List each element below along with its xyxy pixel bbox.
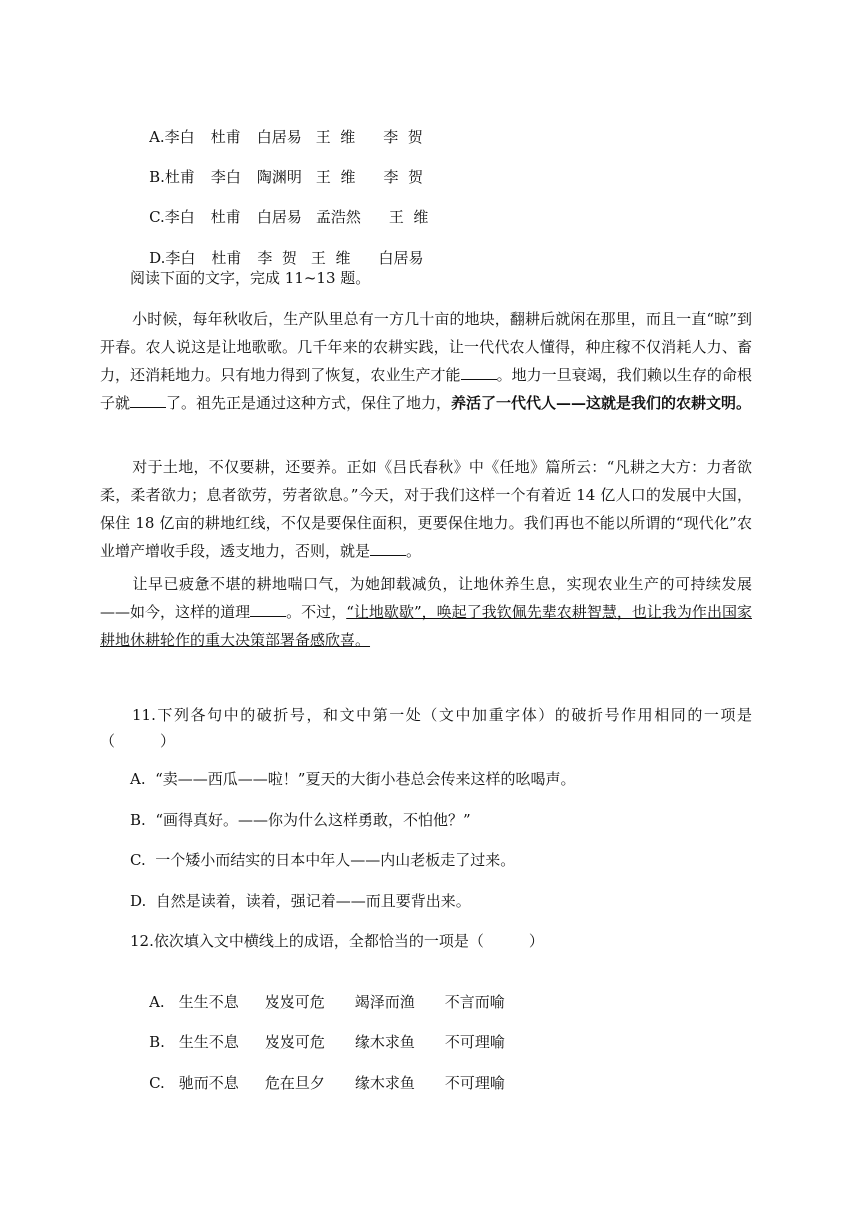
option-label: B.: [149, 1033, 165, 1051]
option-item: 不可理喻: [444, 1074, 505, 1092]
passage-paragraph-3: [100, 570, 752, 654]
option-item: 缘木求鱼: [354, 1033, 415, 1051]
underlined-passage-text: “让地歇歇”，唤起了我钦佩先辈农耕智慧，也让我为作出国家耕地休耕轮作的重大决策部署备感欣喜。: [100, 603, 752, 649]
bold-passage-text: 养活了一代代人——这就是我们的农耕文明。: [451, 394, 752, 412]
option-item: 王 维: [315, 168, 356, 186]
option-item: 李 贺: [257, 249, 297, 267]
passage-text: 。地力一旦衰竭，我们赖以生存的命根子就: [100, 366, 752, 412]
option-item: 王 维: [310, 249, 351, 267]
passage-text: 让早已疲惫不堪的耕地喘口气，为她卸载减负，让地休养生息，实现农业生产的可持续发展——如今，这样的道理: [100, 575, 752, 621]
fill-blank: [461, 365, 497, 380]
option-item: 岌岌可危: [264, 1033, 325, 1051]
option-item: 岌岌可危: [264, 993, 325, 1011]
q12-option-c: [130, 1053, 505, 1113]
q11-option-b: B. “画得真好。——你为什么这样勇敢，不怕他？”: [130, 811, 471, 829]
q11-option-d: D. 自然是读着，读着，强记着——而且要背出来。: [130, 892, 471, 910]
question-stem: 11.下列各句中的破折号，和文中第一处（文中加重字体）的破折号作用相同的一项是: [132, 706, 752, 724]
option-item: 不言而喻: [444, 993, 505, 1011]
option-item: 竭泽而渔: [354, 993, 415, 1011]
passage-text: 。: [406, 542, 422, 560]
option-item: 孟浩然: [315, 208, 361, 226]
option-item: 不可理喻: [444, 1033, 505, 1051]
option-label: D.李白: [149, 249, 196, 267]
option-item: 杜甫: [211, 249, 242, 267]
option-label: B.杜甫: [149, 168, 195, 186]
option-item: 李 贺: [383, 168, 423, 186]
passage-paragraph-2: [100, 453, 752, 565]
option-item: 李白: [210, 168, 241, 186]
answer-paren: （ ）: [100, 732, 176, 750]
passage-text: 。不过，: [286, 603, 347, 621]
option-label: C.李白: [149, 208, 195, 226]
option-item: 王 维: [315, 128, 356, 146]
option-item: 危在旦夕: [264, 1074, 325, 1092]
q11-option-c: C. 一个矮小而结实的日本中年人——内山老板走了过来。: [130, 851, 516, 869]
option-item: 生生不息: [178, 1033, 239, 1051]
passage-text: 了。祖先正是通过这种方式，保住了地力，: [166, 394, 452, 412]
question-12-stem: 12.依次填入文中横线上的成语，全都恰当的一项是（ ）: [130, 932, 544, 950]
reading-instruction: 阅读下面的文字，完成 11~13 题。: [130, 269, 371, 287]
fill-blank: [130, 393, 166, 408]
passage-text: 对于土地，不仅要耕，还要养。正如《吕氏春秋》中《任地》篇所云：“凡耕之大方：力者欲柔，柔者欲力；息者欲劳，劳者欲息。”今天，对于我们这样一个有着近 14 亿人口的发展中大国，保住 18 亿亩的耕地红线，不仅是要保住面积，更要保住地力。我们再也不能以所谓的“现代化”农业增产增收手段，透支地力，否则，就是: [100, 458, 752, 560]
fill-blank: [370, 541, 406, 556]
option-item: 缘木求鱼: [354, 1074, 415, 1092]
option-item: 王 维: [388, 208, 429, 226]
option-item: 杜甫: [210, 208, 241, 226]
option-label: C.: [149, 1074, 165, 1092]
option-item: 驰而不息: [178, 1074, 239, 1092]
question-11: [100, 702, 752, 754]
passage-paragraph-1: [100, 305, 752, 417]
passage-text: 小时候，每年秋收后，生产队里总有一方几十亩的地块，翻耕后就闲在那里，而且一直“晾”到开春。农人说这是让地歌歌。几千年来的农耕实践，让一代代农人懂得，种庄稼不仅消耗人力、畜力，还消耗地力。只有地力得到了恢复，农业生产才能: [100, 310, 752, 384]
q11-option-a: A. “卖——西瓜——啦！”夏天的大街小巷总会传来这样的吆喝声。: [130, 770, 576, 788]
option-label: A.李白: [149, 128, 195, 146]
option-item: 杜甫: [210, 128, 241, 146]
fill-blank: [250, 602, 286, 617]
option-item: 白居易: [256, 128, 302, 146]
option-item: 生生不息: [178, 993, 239, 1011]
option-item: 白居易: [378, 249, 424, 267]
option-item: 李 贺: [383, 128, 423, 146]
option-label: A.: [149, 993, 165, 1011]
option-item: 陶渊明: [256, 168, 302, 186]
option-item: 白居易: [256, 208, 302, 226]
